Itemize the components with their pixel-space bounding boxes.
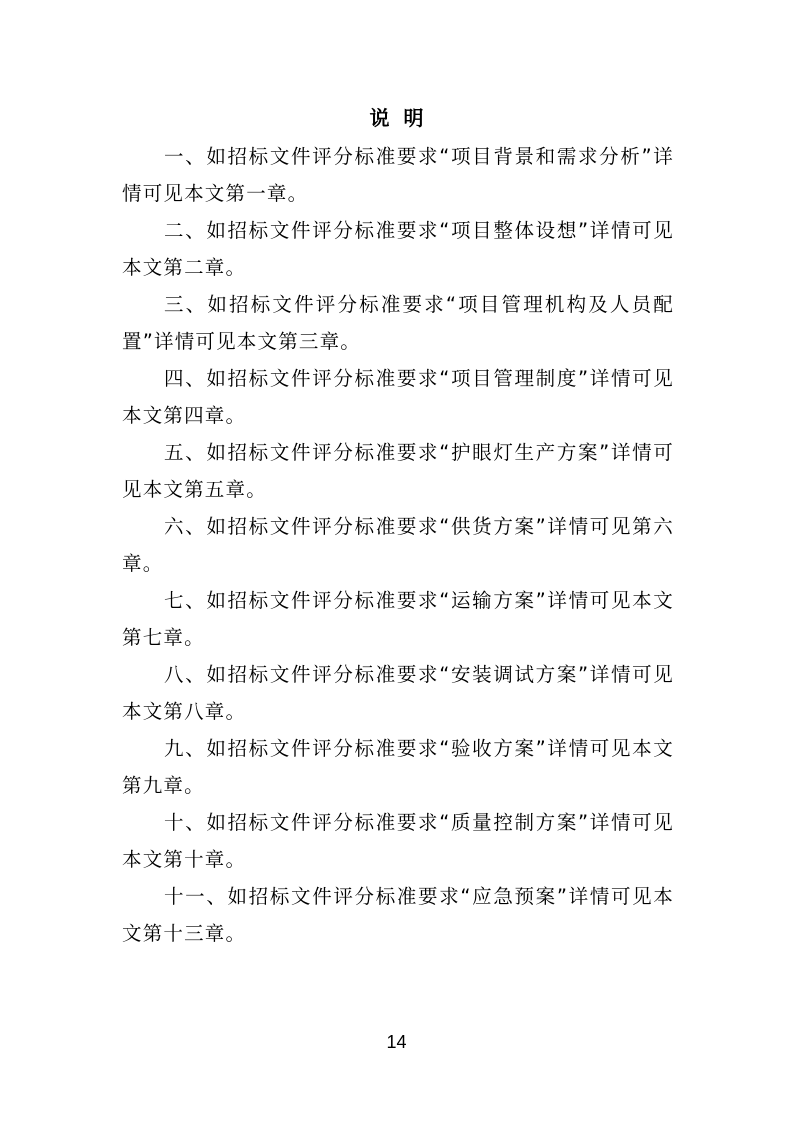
paragraph-10: 十、如招标文件评分标准要求“质量控制方案”详情可见本文第十章。 (122, 811, 674, 871)
paragraph-1: 一、如招标文件评分标准要求“项目背景和需求分析”详情可见本文第一章。 (122, 145, 674, 205)
paragraph-9: 九、如招标文件评分标准要求“验收方案”详情可见本文第九章。 (122, 737, 674, 797)
page-number: 14 (386, 1032, 407, 1052)
body-text (122, 138, 674, 952)
paragraph-7: 七、如招标文件评分标准要求“运输方案”详情可见本文第七章。 (122, 589, 674, 649)
paragraph-5: 五、如招标文件评分标准要求“护眼灯生产方案”详情可见本文第五章。 (122, 441, 674, 501)
paragraph-6: 六、如招标文件评分标准要求“供货方案”详情可见第六章。 (122, 515, 674, 575)
paragraph-11: 十一、如招标文件评分标准要求“应急预案”详情可见本文第十三章。 (122, 885, 674, 945)
page-title: 说明 (369, 106, 438, 130)
paragraph-2: 二、如招标文件评分标准要求“项目整体设想”详情可见本文第二章。 (122, 219, 674, 279)
paragraph-4: 四、如招标文件评分标准要求“项目管理制度”详情可见本文第四章。 (122, 367, 674, 427)
paragraph-8: 八、如招标文件评分标准要求“安装调试方案”详情可见本文第八章。 (122, 663, 674, 723)
paragraph-3: 三、如招标文件评分标准要求“项目管理机构及人员配置”详情可见本文第三章。 (122, 293, 674, 353)
